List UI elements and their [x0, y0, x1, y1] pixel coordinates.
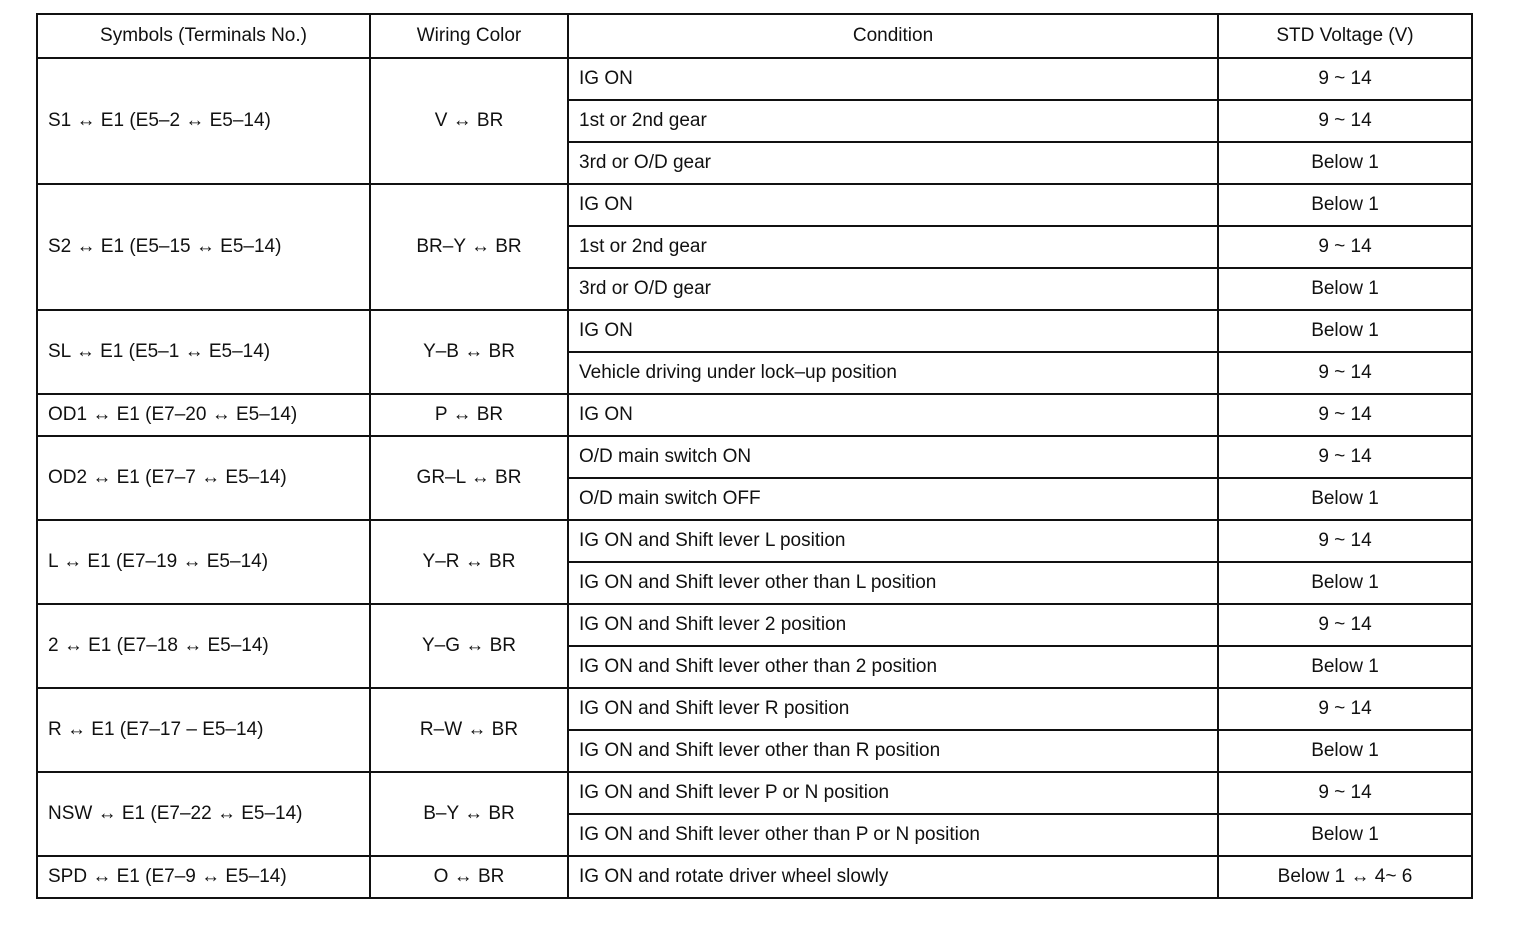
- std-voltage-cell: Below 1: [1218, 562, 1472, 604]
- wiring-color-cell: Y–G ↔ BR: [370, 604, 568, 688]
- table-row: [37, 688, 1472, 730]
- std-voltage-cell: 9 ~ 14: [1218, 604, 1472, 646]
- condition-cell: IG ON: [568, 184, 1218, 226]
- std-voltage-cell: Below 1: [1218, 814, 1472, 856]
- condition-cell: 3rd or O/D gear: [568, 268, 1218, 310]
- std-voltage-cell: 9 ~ 14: [1218, 520, 1472, 562]
- condition-cell: 1st or 2nd gear: [568, 100, 1218, 142]
- condition-cell: Vehicle driving under lock–up position: [568, 352, 1218, 394]
- wiring-color-cell: P ↔ BR: [370, 394, 568, 436]
- std-voltage-cell: 9 ~ 14: [1218, 436, 1472, 478]
- condition-cell: IG ON and Shift lever P or N position: [568, 772, 1218, 814]
- std-voltage-cell: Below 1: [1218, 478, 1472, 520]
- std-voltage-cell: 9 ~ 14: [1218, 100, 1472, 142]
- wiring-color-cell: R–W ↔ BR: [370, 688, 568, 772]
- wiring-color-cell: Y–B ↔ BR: [370, 310, 568, 394]
- std-voltage-cell: 9 ~ 14: [1218, 688, 1472, 730]
- table-row: [37, 856, 1472, 898]
- condition-cell: IG ON and Shift lever L position: [568, 520, 1218, 562]
- condition-cell: IG ON and Shift lever other than L position: [568, 562, 1218, 604]
- condition-cell: IG ON and Shift lever R position: [568, 688, 1218, 730]
- table-row: [37, 604, 1472, 646]
- std-voltage-cell: Below 1 ↔ 4~ 6: [1218, 856, 1472, 898]
- condition-cell: 1st or 2nd gear: [568, 226, 1218, 268]
- symbol-terminals-cell: 2 ↔ E1 (E7–18 ↔ E5–14): [37, 604, 370, 688]
- header-condition: Condition: [568, 14, 1218, 58]
- std-voltage-cell: 9 ~ 14: [1218, 394, 1472, 436]
- voltage-spec-table-container: [36, 13, 1473, 899]
- condition-cell: IG ON: [568, 58, 1218, 100]
- header-symbols: Symbols (Terminals No.): [37, 14, 370, 58]
- std-voltage-cell: Below 1: [1218, 184, 1472, 226]
- std-voltage-cell: Below 1: [1218, 646, 1472, 688]
- table-row: [37, 394, 1472, 436]
- std-voltage-cell: 9 ~ 14: [1218, 352, 1472, 394]
- table-row: [37, 58, 1472, 100]
- std-voltage-cell: Below 1: [1218, 268, 1472, 310]
- table-row: [37, 772, 1472, 814]
- condition-cell: 3rd or O/D gear: [568, 142, 1218, 184]
- std-voltage-cell: Below 1: [1218, 730, 1472, 772]
- condition-cell: O/D main switch ON: [568, 436, 1218, 478]
- symbol-terminals-cell: SL ↔ E1 (E5–1 ↔ E5–14): [37, 310, 370, 394]
- header-row: [37, 14, 1472, 58]
- std-voltage-cell: Below 1: [1218, 310, 1472, 352]
- wiring-color-cell: GR–L ↔ BR: [370, 436, 568, 520]
- condition-cell: O/D main switch OFF: [568, 478, 1218, 520]
- std-voltage-cell: 9 ~ 14: [1218, 772, 1472, 814]
- condition-cell: IG ON and Shift lever other than P or N position: [568, 814, 1218, 856]
- condition-cell: IG ON: [568, 310, 1218, 352]
- wiring-color-cell: O ↔ BR: [370, 856, 568, 898]
- symbol-terminals-cell: S1 ↔ E1 (E5–2 ↔ E5–14): [37, 58, 370, 184]
- symbol-terminals-cell: S2 ↔ E1 (E5–15 ↔ E5–14): [37, 184, 370, 310]
- std-voltage-cell: Below 1: [1218, 142, 1472, 184]
- wiring-color-cell: Y–R ↔ BR: [370, 520, 568, 604]
- wiring-color-cell: V ↔ BR: [370, 58, 568, 184]
- condition-cell: IG ON: [568, 394, 1218, 436]
- std-voltage-cell: 9 ~ 14: [1218, 226, 1472, 268]
- header-std-voltage: STD Voltage (V): [1218, 14, 1472, 58]
- header-wiring-color: Wiring Color: [370, 14, 568, 58]
- condition-cell: IG ON and Shift lever other than 2 position: [568, 646, 1218, 688]
- table-row: [37, 436, 1472, 478]
- symbol-terminals-cell: NSW ↔ E1 (E7–22 ↔ E5–14): [37, 772, 370, 856]
- table-row: [37, 310, 1472, 352]
- symbol-terminals-cell: SPD ↔ E1 (E7–9 ↔ E5–14): [37, 856, 370, 898]
- table-row: [37, 520, 1472, 562]
- condition-cell: IG ON and rotate driver wheel slowly: [568, 856, 1218, 898]
- symbol-terminals-cell: R ↔ E1 (E7–17 – E5–14): [37, 688, 370, 772]
- table-body: [37, 58, 1472, 898]
- symbol-terminals-cell: L ↔ E1 (E7–19 ↔ E5–14): [37, 520, 370, 604]
- voltage-spec-table: [36, 13, 1473, 899]
- symbol-terminals-cell: OD2 ↔ E1 (E7–7 ↔ E5–14): [37, 436, 370, 520]
- wiring-color-cell: BR–Y ↔ BR: [370, 184, 568, 310]
- condition-cell: IG ON and Shift lever 2 position: [568, 604, 1218, 646]
- std-voltage-cell: 9 ~ 14: [1218, 58, 1472, 100]
- symbol-terminals-cell: OD1 ↔ E1 (E7–20 ↔ E5–14): [37, 394, 370, 436]
- wiring-color-cell: B–Y ↔ BR: [370, 772, 568, 856]
- table-row: [37, 184, 1472, 226]
- condition-cell: IG ON and Shift lever other than R position: [568, 730, 1218, 772]
